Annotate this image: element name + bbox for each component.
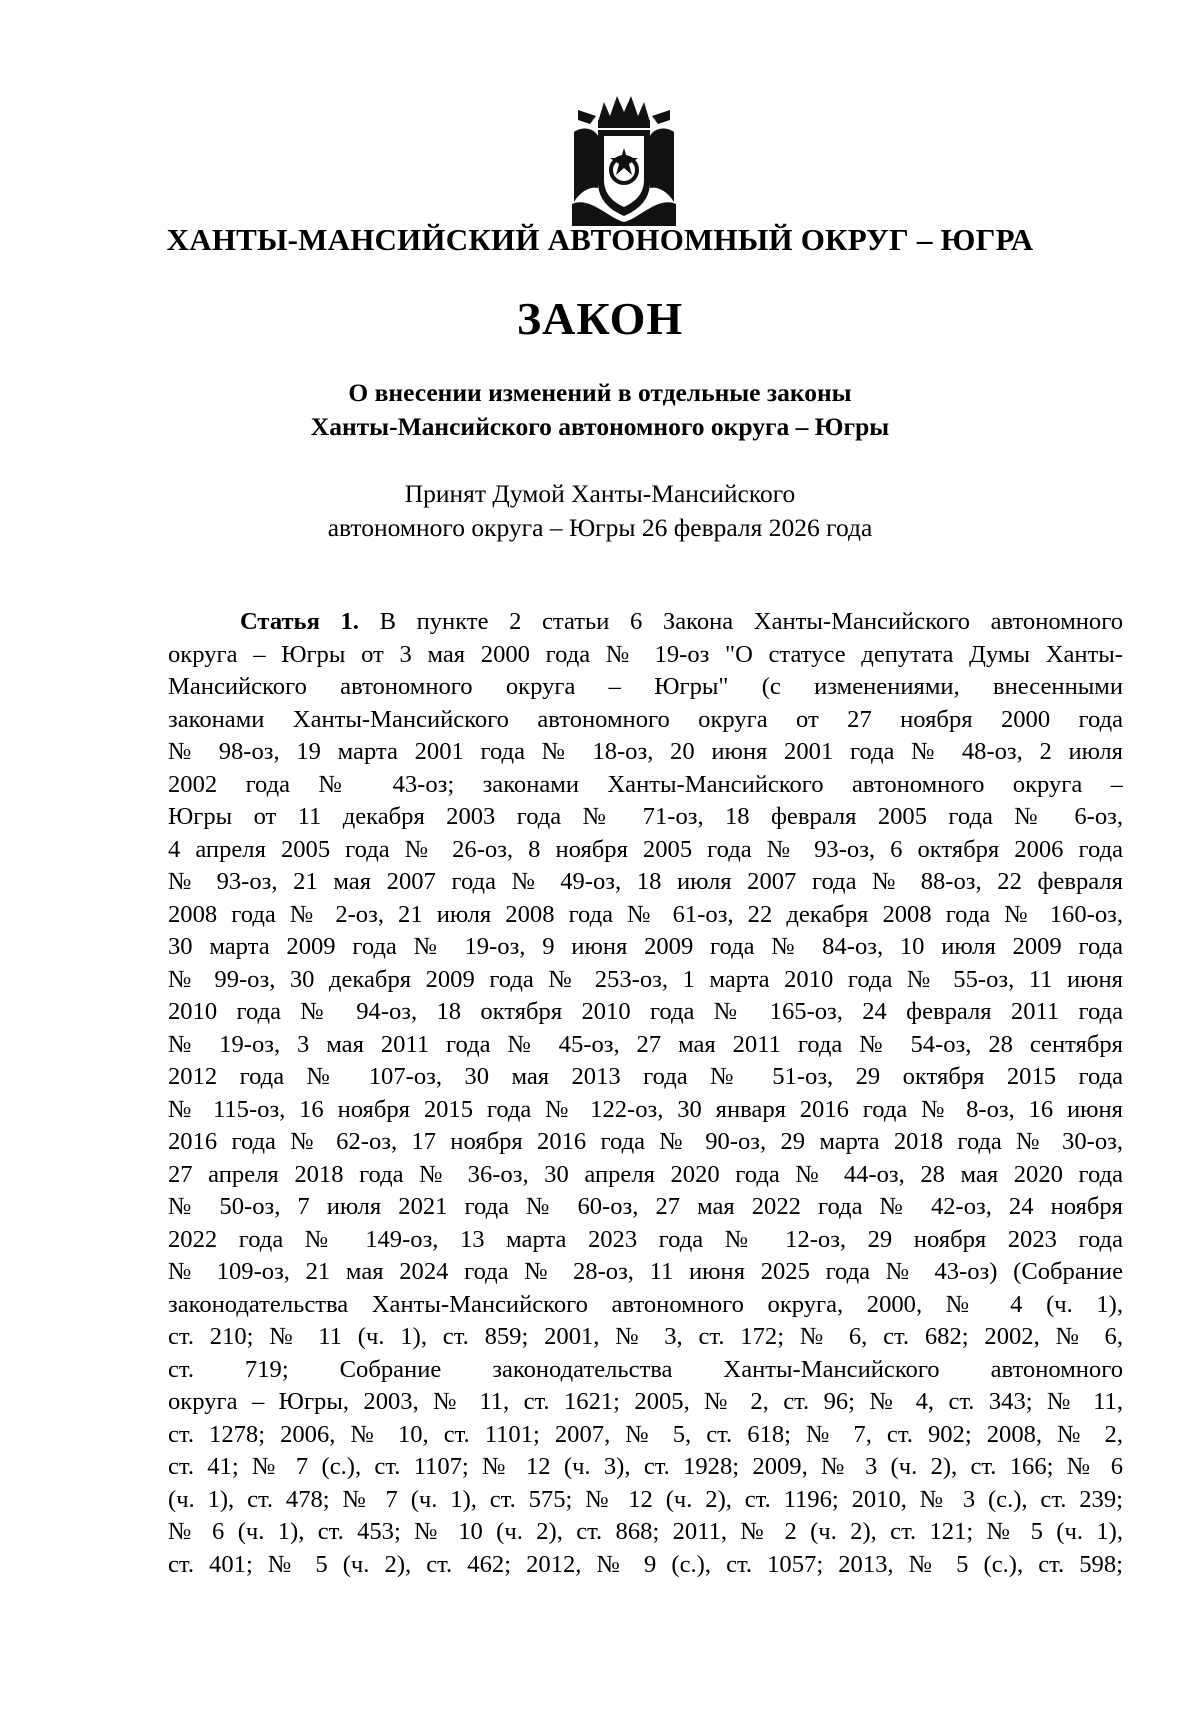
article-1-line-text: 2008 года № 2-оз, 21 июля 2008 года № 61-оз, 22 декабря 2008 года № 160-оз, [168, 900, 1123, 928]
article-1-line [168, 996, 1123, 1029]
article-1-line [168, 704, 1123, 737]
article-1-line-text: ст. 719; Собрание законодательства Ханты-Мансийского автономного [168, 1355, 1123, 1383]
article-1-line [168, 801, 1123, 834]
article-1-line [168, 1061, 1123, 1094]
coat-of-arms-emblem-icon [568, 92, 680, 226]
article-1-line-text: 4 апреля 2005 года № 26-оз, 8 ноября 2005 года № 93-оз, 6 октября 2006 года [168, 835, 1123, 863]
article-1-line-text: округа – Югры от 3 мая 2000 года № 19-оз "О статусе депутата Думы Ханты- [168, 640, 1123, 668]
article-1-line [168, 1549, 1123, 1582]
article-1-line-text: № 99-оз, 30 декабря 2009 года № 253-оз, 1 марта 2010 года № 55-оз, 11 июня [168, 965, 1123, 993]
article-1-line-text: законами Ханты-Мансийского автономного округа от 27 ноября 2000 года [168, 705, 1123, 733]
article-1-line-text: Югры от 11 декабря 2003 года № 71-оз, 18 февраля 2005 года № 6-оз, [168, 803, 1123, 830]
article-1-line-text: 27 апреля 2018 года № 36-оз, 30 апреля 2020 года № 44-оз, 28 мая 2020 года [168, 1160, 1123, 1188]
article-1-line-text: № 109-оз, 21 мая 2024 года № 28-оз, 11 июня 2025 года № 43-оз) (Собрание [168, 1258, 1123, 1285]
article-1-line-text: ст. 41; № 7 (с.), ст. 1107; № 12 (ч. 3), ст. 1928; 2009, № 3 (ч. 2), ст. 166; № 6 [168, 1453, 1123, 1480]
article-1-line [168, 769, 1123, 802]
adoption-line-1: Принят Думой Ханты-Мансийского [404, 479, 796, 508]
region-name: ХАНТЫ-МАНСИЙСКИЙ АВТОНОМНЫЙ ОКРУГ – ЮГРА [166, 222, 1034, 257]
article-1-line-text: 2002 года № 43-оз; законами Ханты-Мансийского автономного округа – [168, 770, 1123, 798]
article-1-line [168, 1386, 1123, 1419]
article-1-line [168, 1451, 1123, 1484]
article-1-line [168, 1484, 1123, 1517]
article-1-line [168, 1029, 1123, 1062]
adoption-note [0, 477, 1200, 545]
article-1-line [168, 606, 1123, 639]
article-1-body [168, 606, 1123, 1581]
law-title-line-1: О внесении изменений в отдельные законы [348, 378, 852, 407]
article-1-line [168, 1094, 1123, 1127]
article-1-line-text: ст. 210; № 11 (ч. 1), ст. 859; 2001, № 3, ст. 172; № 6, ст. 682; 2002, № 6, [168, 1323, 1123, 1350]
article-1-line-text: № 93-оз, 21 мая 2007 года № 49-оз, 18 июля 2007 года № 88-оз, 22 февраля [168, 868, 1123, 895]
article-1-line [168, 1354, 1123, 1387]
article-1-line-text: 30 марта 2009 года № 19-оз, 9 июня 2009 года № 84-оз, 10 июля 2009 года [168, 933, 1123, 960]
article-1-line [168, 964, 1123, 997]
article-1-line [168, 899, 1123, 932]
article-1-line [168, 866, 1123, 899]
law-title-line-2: Ханты-Мансийского автономного округа – Югры [310, 412, 890, 441]
article-1-line [168, 1321, 1123, 1354]
article-1-line [168, 931, 1123, 964]
article-1-line [168, 834, 1123, 867]
article-1-line-text: 2022 года № 149-оз, 13 марта 2023 года № 12-оз, 29 ноября 2023 года [168, 1225, 1123, 1253]
adoption-line-2: автономного округа – Югры 26 февраля 2026 года [327, 513, 873, 542]
article-1-line-text: ст. 1278; 2006, № 10, ст. 1101; 2007, № 5, ст. 618; № 7, ст. 902; 2008, № 2, [168, 1420, 1123, 1448]
article-1-line [168, 736, 1123, 769]
article-1-line [168, 1159, 1123, 1192]
law-title [0, 376, 1200, 444]
article-1-line-text: законодательства Ханты-Мансийского автономного округа, 2000, № 4 (ч. 1), [168, 1290, 1123, 1318]
article-1-line [168, 671, 1123, 704]
article-1-line [168, 1516, 1123, 1549]
article-1-label: Статья 1. [240, 608, 359, 635]
article-1-line [168, 1191, 1123, 1224]
article-1-line [168, 1419, 1123, 1452]
article-1-line-text: Мансийского автономного округа – Югры" (с изменениями, внесенными [168, 673, 1123, 700]
article-1-line-text: 2010 года № 94-оз, 18 октября 2010 года № 165-оз, 24 февраля 2011 года [168, 998, 1123, 1025]
article-1-line-text: № 6 (ч. 1), ст. 453; № 10 (ч. 2), ст. 868; 2011, № 2 (ч. 2), ст. 121; № 5 (ч. 1), [168, 1518, 1123, 1545]
article-1-line-text: В пункте 2 статьи 6 Закона Ханты-Мансийского автономного [379, 608, 1123, 635]
article-1-line-text: № 50-оз, 7 июля 2021 года № 60-оз, 27 мая 2022 года № 42-оз, 24 ноября [168, 1193, 1123, 1220]
article-1-line-text: округа – Югры, 2003, № 11, ст. 1621; 2005, № 2, ст. 96; № 4, ст. 343; № 11, [168, 1388, 1123, 1415]
article-1-line-text: ст. 401; № 5 (ч. 2), ст. 462; 2012, № 9 (с.), ст. 1057; 2013, № 5 (с.), ст. 598; [168, 1550, 1123, 1578]
article-1-line-text: 2016 года № 62-оз, 17 ноября 2016 года № 90-оз, 29 марта 2018 года № 30-оз, [168, 1128, 1123, 1155]
article-1-line-text: 2012 года № 107-оз, 30 мая 2013 года № 51-оз, 29 октября 2015 года [168, 1063, 1123, 1090]
article-1-line-text: (ч. 1), ст. 478; № 7 (ч. 1), ст. 575; № 12 (ч. 2), ст. 1196; 2010, № 3 (с.), ст. 239; [168, 1485, 1123, 1513]
document-type: ЗАКОН [516, 293, 684, 344]
article-1-line [168, 1126, 1123, 1159]
article-1-line-text: № 115-оз, 16 ноября 2015 года № 122-оз, 30 января 2016 года № 8-оз, 16 июня [168, 1095, 1123, 1123]
article-1-line [168, 1256, 1123, 1289]
article-1-line-text: № 98-оз, 19 марта 2001 года № 18-оз, 20 июня 2001 года № 48-оз, 2 июля [168, 738, 1123, 765]
article-1-line [168, 1224, 1123, 1257]
article-1-line [168, 639, 1123, 672]
article-1-line-text: № 19-оз, 3 мая 2011 года № 45-оз, 27 мая 2011 года № 54-оз, 28 сентября [168, 1030, 1123, 1058]
article-1-line [168, 1289, 1123, 1322]
